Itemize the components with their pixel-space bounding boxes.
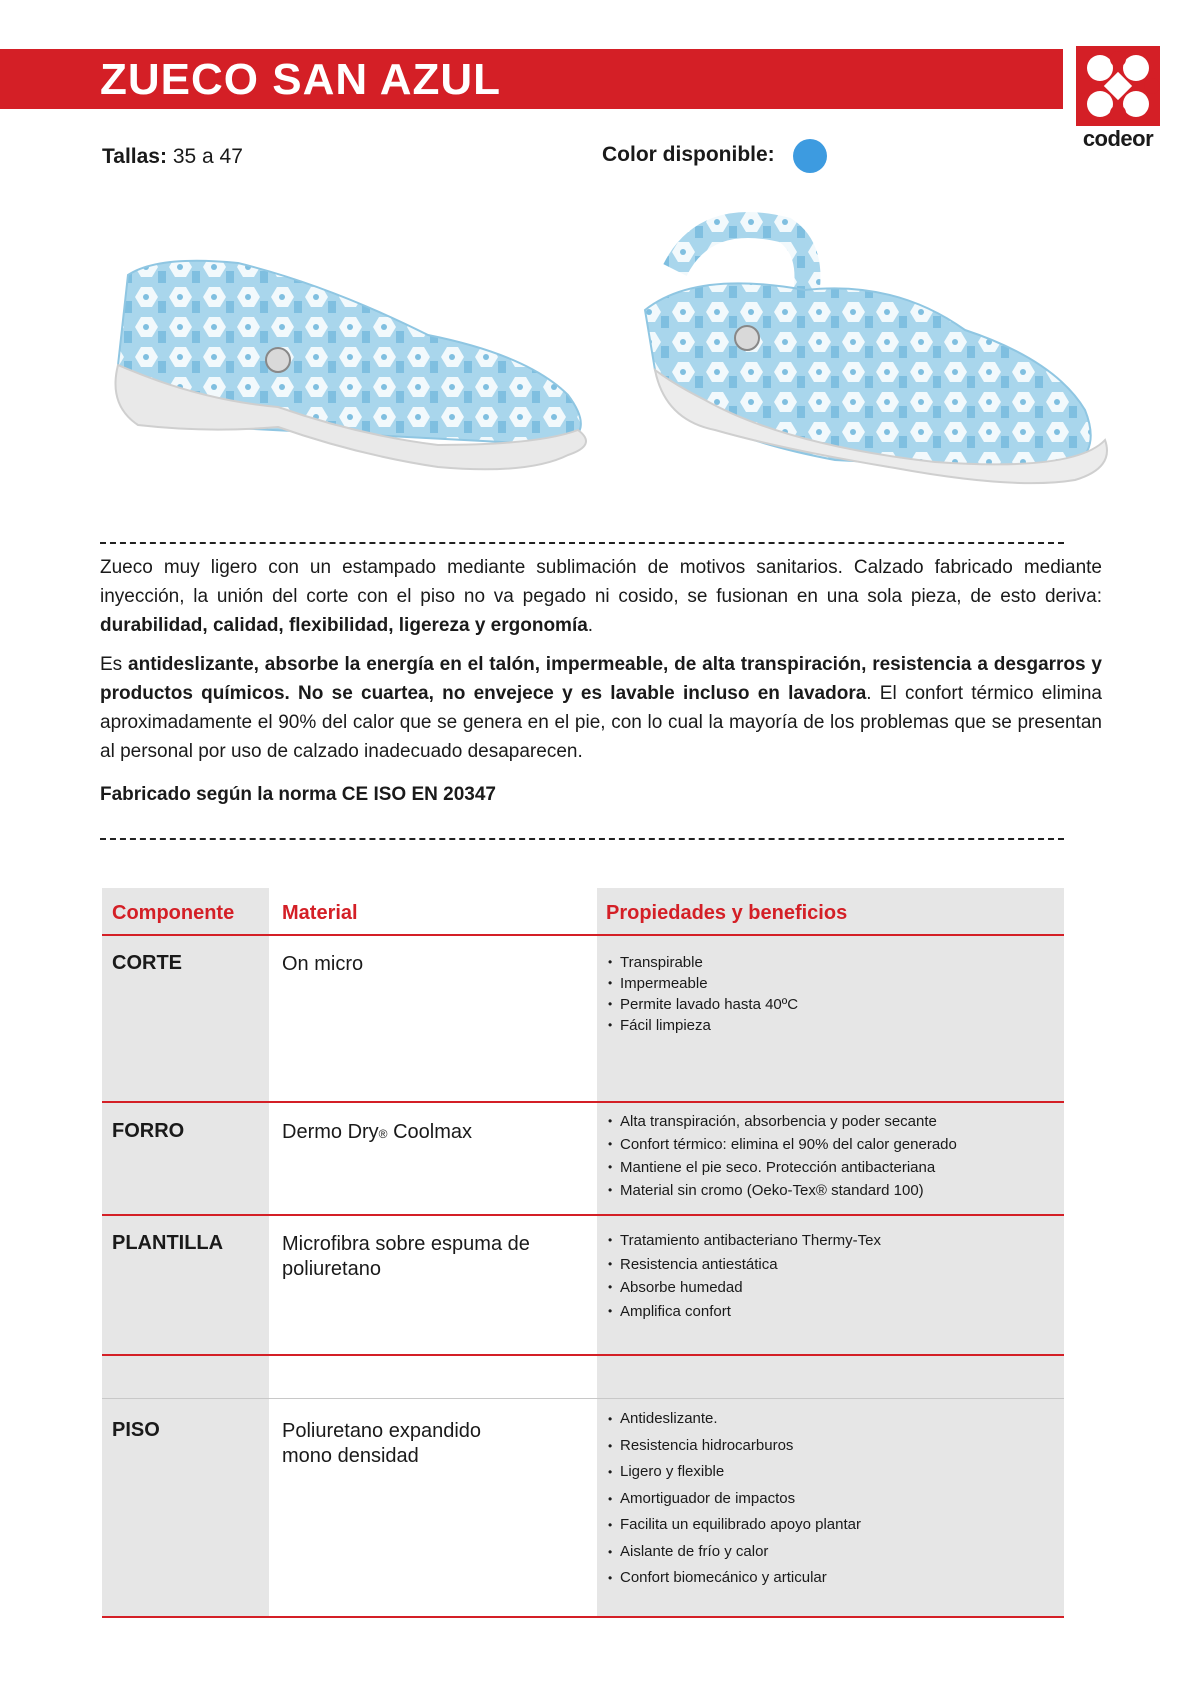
- row-material: Microfibra sobre espuma de poliuretano: [282, 1233, 530, 1280]
- property-item: • Ligero y flexible: [606, 1459, 861, 1486]
- property-item: • Tratamiento antibacteriano Thermy-Tex: [606, 1229, 881, 1253]
- property-item: • Permite lavado hasta 40ºC: [606, 994, 798, 1015]
- row-separator: [102, 1101, 1064, 1103]
- header-material: Material: [282, 902, 358, 924]
- description-paragraph-2: Es antideslizante, absorbe la energía en el talón, impermeable, de alta transpiración, resistencia a desgarros y productos químicos. No se cuartea, no envejece y es lavable incluso en lavadora. El confort térmico elimina aproximadamente el 90% del calor que se genera en el pie, con lo cual la mayoría de los problemas que se presentan al personal por uso de calzado inadecuado desaparecen.: [100, 654, 1103, 762]
- sizes-info: [102, 145, 243, 169]
- row-component: CORTE: [112, 952, 182, 974]
- components-table: [102, 888, 1064, 1618]
- property-item: • Absorbe humedad: [606, 1276, 881, 1300]
- sizes-value: 35 a 47: [172, 145, 243, 168]
- brand-name: codeor: [1082, 126, 1154, 151]
- property-item: • Resistencia antiestática: [606, 1253, 881, 1277]
- color-label: Color disponible:: [602, 143, 775, 166]
- row-separator: [102, 1214, 1064, 1216]
- clog-front-view-image: [635, 210, 1125, 500]
- property-item: • Resistencia hidrocarburos: [606, 1433, 861, 1460]
- row-component: PLANTILLA: [112, 1232, 224, 1254]
- page-title: ZUECO SAN AZUL: [100, 55, 502, 104]
- row-properties: [606, 952, 798, 1036]
- row-material: Dermo Dry® Coolmax: [282, 1121, 472, 1143]
- property-item: • Material sin cromo (Oeko-Tex® standard 100): [606, 1179, 957, 1202]
- row-separator: [102, 934, 1064, 936]
- row-properties: [606, 1110, 957, 1202]
- row-separator-light: [102, 1398, 1064, 1399]
- header-properties: Propiedades y beneficios: [606, 902, 848, 924]
- property-item: • Transpirable: [606, 952, 798, 973]
- property-item: • Amortiguador de impactos: [606, 1486, 861, 1513]
- row-properties: [606, 1406, 861, 1592]
- row-component: FORRO: [112, 1120, 185, 1142]
- property-item: • Confort térmico: elimina el 90% del calor generado: [606, 1133, 957, 1156]
- property-item: • Amplifica confort: [606, 1300, 881, 1324]
- clog-side-view-image: [98, 255, 608, 485]
- sizes-label: Tallas:: [102, 145, 167, 168]
- row-material: On micro: [282, 953, 364, 975]
- row-properties: [606, 1229, 881, 1323]
- divider-bottom: [100, 838, 1064, 840]
- property-item: • Fácil limpieza: [606, 1015, 798, 1036]
- row-material: Poliuretano expandido mono densidad: [282, 1420, 482, 1467]
- row-separator: [102, 1616, 1064, 1618]
- property-item: • Confort biomecánico y articular: [606, 1565, 861, 1592]
- property-item: • Aislante de frío y calor: [606, 1539, 861, 1566]
- divider-top: [100, 542, 1064, 544]
- property-item: • Impermeable: [606, 973, 798, 994]
- property-item: • Antideslizante.: [606, 1406, 861, 1433]
- color-swatch-blue[interactable]: [793, 139, 827, 173]
- row-separator: [102, 1354, 1064, 1356]
- description-paragraph-1: Zueco muy ligero con un estampado mediante sublimación de motivos sanitarios. Calzado fabricado mediante inyección, la unión del corte con el piso no va pegado ni cosido, se fusionan en una sola pieza, de esto deriva: durabilidad, calidad, flexibilidad, ligereza y ergonomía.: [100, 557, 1102, 636]
- property-item: • Facilita un equilibrado apoyo plantar: [606, 1512, 861, 1539]
- property-item: • Mantiene el pie seco. Protección antibacteriana: [606, 1156, 957, 1179]
- norm-statement: Fabricado según la norma CE ISO EN 20347: [100, 784, 496, 805]
- header-component: Componente: [112, 902, 235, 924]
- row-component: PISO: [112, 1419, 160, 1441]
- property-item: • Alta transpiración, absorbencia y poder secante: [606, 1110, 957, 1133]
